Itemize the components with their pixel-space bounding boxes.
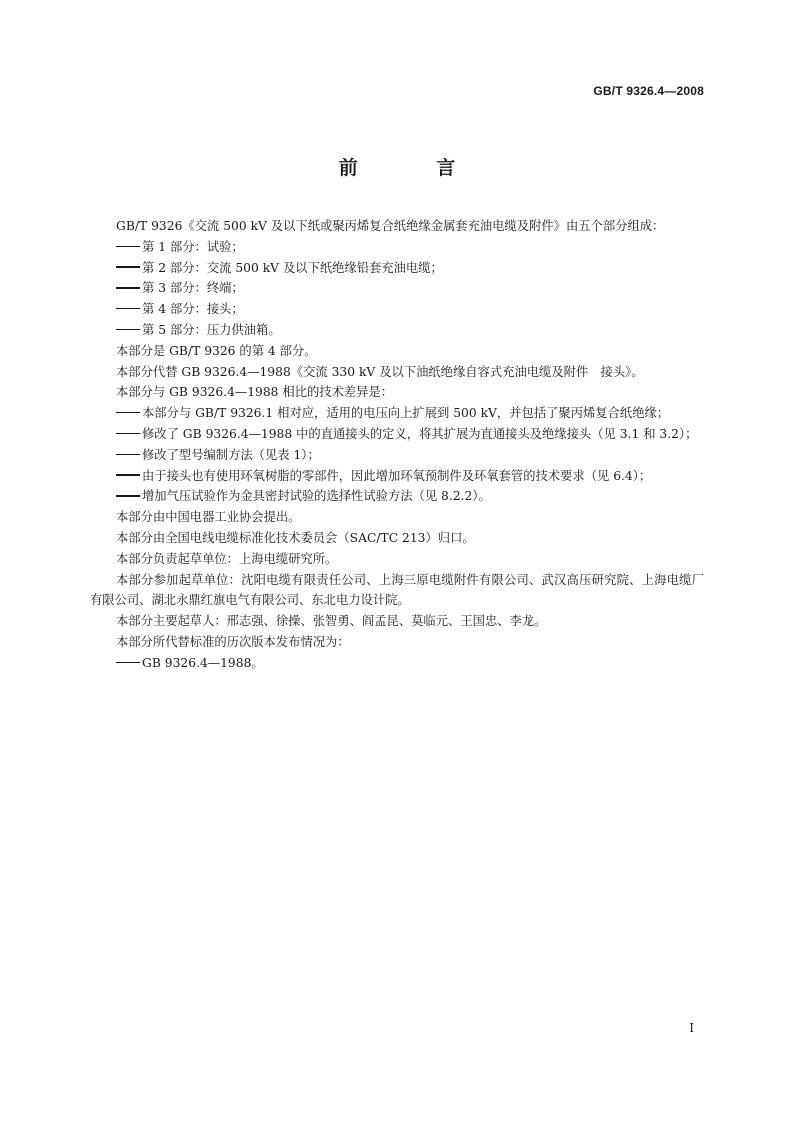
dash-bullet [116,258,142,279]
list-item: 第 4 部分：接头； [90,299,704,320]
committee-statement: 本部分由全国电线电缆标准化技术委员会（SAC/TC 213）归口。 [116,530,475,545]
proposer-statement: 本部分由中国电器工业协会提出。 [116,510,301,525]
standard-code: GB/T 9326.4—2008 [593,84,704,98]
page-title: 前 言 [338,157,492,179]
main-drafters: 本部分主要起草人：邢志强、徐操、张智勇、阎孟昆、莫临元、王国忠、李龙。 [116,614,547,629]
list-item: 由于接头也有使用环氧树脂的零部件，因此增加环氧预制件及环氧套管的技术要求（见 6.4）； [90,466,704,487]
dash-bullet [116,445,142,466]
dash-bullet [116,278,142,299]
dash-bullet [116,320,142,341]
differences-heading: 本部分与 GB 9326.4—1988 相比的技术差异是： [116,385,394,400]
foreword-body [90,216,704,674]
page-number: I [689,1021,694,1035]
drafting-unit: 本部分负责起草单位：上海电缆研究所。 [116,551,338,566]
list-item: 第 1 部分：试验； [90,237,704,258]
list-item: 第 5 部分：压力供油箱。 [90,320,704,341]
list-item: GB 9326.4—1988。 [90,653,704,674]
list-item: 修改了 GB 9326.4—1988 中的直通接头的定义，将其扩展为直通接头及绝缘接头（见 3.1 和 3.2）； [90,424,704,445]
dash-bullet [116,486,142,507]
part-statement: 本部分是 GB/T 9326 的第 4 部分。 [116,343,317,358]
list-item: 第 2 部分：交流 500 kV 及以下纸绝缘铅套充油电缆； [90,258,704,279]
list-item: 修改了型号编制方法（见表 1）； [90,445,704,466]
dash-bullet [116,237,142,258]
dash-bullet [116,403,142,424]
dash-bullet [116,466,142,487]
intro-paragraph: GB/T 9326《交流 500 kV 及以下纸或聚丙烯复合纸绝缘金属套充油电缆及附件》由五个部分组成： [116,219,665,233]
dash-bullet [116,299,142,320]
dash-bullet [116,424,142,445]
dash-bullet [116,653,142,674]
history-heading: 本部分所代替标准的历次版本发布情况为： [116,634,350,649]
replacement-statement: 本部分代替 GB 9326.4—1988《交流 330 kV 及以下油纸绝缘自容式充油电缆及附件 接头》。 [116,364,644,379]
list-item: 第 3 部分：终端； [90,278,704,299]
list-item: 本部分与 GB/T 9326.1 相对应，适用的电压向上扩展到 500 kV，并包括了聚丙烯复合纸绝缘； [90,403,704,424]
list-item: 增加气压试验作为金具密封试验的选择性试验方法（见 8.2.2）。 [90,486,704,507]
participating-units: 本部分参加起草单位：沈阳电缆有限责任公司、上海三原电缆附件有限公司、武汉高压研究院、上海电缆厂有限公司、湖北永鼎红旗电气有限公司、东北电力设计院。 [90,572,704,608]
